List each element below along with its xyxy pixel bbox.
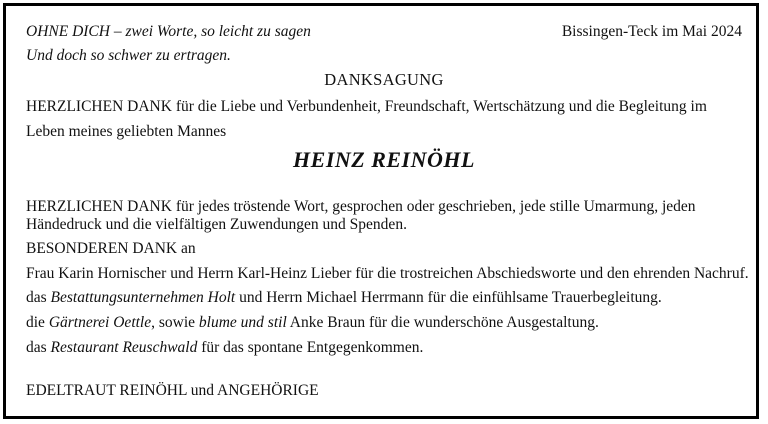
special-thanks-heading: BESONDEREN DANK an — [26, 240, 196, 257]
motto-line-2: Und doch so schwer zu ertragen. — [26, 47, 231, 64]
thanks-intro-line-2: Leben meines geliebten Mannes — [26, 123, 227, 140]
special-thanks-rest: und Herrn Michael Herrmann für die einfühlsame Trauerbegleitung. — [235, 289, 662, 306]
thanks-intro-line-1: HERZLICHEN DANK für die Liebe und Verbundenheit, Freundschaft, Wertschätzung und die Begleitung im — [26, 98, 707, 115]
motto-line-1: OHNE DICH – zwei Worte, so leicht zu sagen — [26, 23, 311, 40]
special-thanks-text: Frau Karin Hornischer und Herrn Karl-Heinz Lieber für die trostreichen Abschiedsworte und den ehrenden Nachruf. — [26, 265, 749, 282]
special-thanks-company: Bestattungsunternehmen Holt — [50, 289, 236, 306]
special-thanks-company: Restaurant Reuschwald — [50, 339, 198, 356]
special-thanks-prefix: die — [26, 314, 49, 331]
thanks-condolences-line-1: HERZLICHEN DANK für jedes tröstende Wort, gesprochen oder geschrieben, jede stille Umarmung, jeden — [26, 198, 696, 215]
special-thanks-rest: Anke Braun für die wunderschöne Ausgestaltung. — [286, 314, 599, 331]
special-thanks-connector: , sowie — [151, 314, 199, 331]
special-thanks-prefix: das — [26, 289, 51, 306]
special-thanks-company: blume und stil — [198, 314, 287, 331]
heading-danksagung: DANKSAGUNG — [324, 70, 444, 89]
deceased-name: HEINZ REINÖHL — [293, 147, 475, 172]
signature: EDELTRAUT REINÖHL und ANGEHÖRIGE — [26, 382, 319, 399]
special-thanks-item — [26, 265, 749, 283]
special-thanks-item — [26, 314, 599, 332]
special-thanks-item — [26, 339, 423, 357]
special-thanks-item — [26, 289, 662, 307]
thanks-condolences-line-2: Händedruck und die vielfältigen Zuwendungen und Spenden. — [26, 216, 407, 233]
place-and-date: Bissingen-Teck im Mai 2024 — [561, 23, 742, 40]
special-thanks-company: Gärtnerei Oettle — [48, 314, 152, 331]
special-thanks-prefix: das — [26, 339, 51, 356]
special-thanks-rest: für das spontane Entgegenkommen. — [197, 339, 424, 356]
